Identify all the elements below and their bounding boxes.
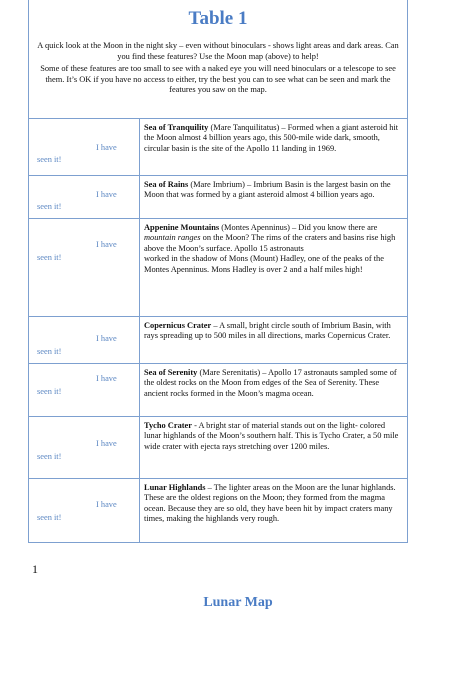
table-row	[29, 417, 407, 479]
seen-it-label: seen it!	[37, 155, 62, 164]
feature-text: – A small, bright circle south of Imbrium Basin, with rays spreading up to 500 miles in all directions, marks Copernicus Crater.	[144, 321, 391, 341]
table-row	[29, 479, 407, 542]
page-title: Table 1	[188, 8, 248, 29]
feature-description	[140, 219, 407, 316]
intro-paragraph-1: A quick look at the Moon in the night sky – even without binoculars - shows light areas and dark areas. Can you find these features? Use the Moon map (above) to help!	[37, 41, 399, 61]
feature-text-2: on the Moon? The rims of the craters and basins rise high above the Moon’s surface. Apollo 15 astronauts	[144, 233, 396, 253]
intro-text	[35, 41, 401, 98]
i-have-label: I have	[96, 500, 117, 509]
feature-description	[140, 317, 407, 363]
feature-text-3: worked in the shadow of Mons (Mount) Hadley, one of the peaks of the Montes Apenninus. Mons Hadley is over 2 and a half miles high!	[144, 254, 384, 274]
table-row	[29, 176, 407, 219]
checkbox-cell[interactable]	[29, 479, 140, 542]
table-row	[29, 364, 407, 417]
checkbox-cell[interactable]	[29, 417, 140, 478]
seen-it-label: seen it!	[37, 202, 62, 211]
i-have-label: I have	[96, 374, 117, 383]
seen-it-label: seen it!	[37, 452, 62, 461]
checkbox-cell[interactable]	[29, 119, 140, 175]
feature-description	[140, 417, 407, 478]
i-have-label: I have	[96, 190, 117, 199]
feature-text: (Mare Serenitatis) – Apollo 17 astronauts sampled some of the oldest rocks on the Moon from edges of the Sea of Serenity. These ancient rocks formed in the Moon’s magma ocean.	[144, 368, 397, 398]
checkbox-cell[interactable]	[29, 176, 140, 218]
seen-it-label: seen it!	[37, 513, 62, 522]
feature-name: Appenine Mountains	[144, 223, 220, 232]
feature-text: (Mare Tanquilitatus) – Formed when a giant asteroid hit the Moon almost 4 billion years ago, this 500-mile wide dark, smooth, circular basin is the site of the Apollo 11 landing in 1969.	[144, 123, 399, 153]
feature-description	[140, 119, 407, 175]
checkbox-cell[interactable]	[29, 364, 140, 416]
table-row	[29, 119, 407, 176]
feature-name: Sea of Tranquility	[144, 123, 209, 132]
table-row	[29, 317, 407, 364]
feature-name: Sea of Serenity	[144, 368, 198, 377]
i-have-label: I have	[96, 439, 117, 448]
feature-text: (Mare Imbrium) – Imbrium Basin is the largest basin on the Moon that was formed by a giant asteroid almost 4 billion years ago.	[144, 180, 391, 200]
section-heading: Lunar Map	[203, 595, 273, 610]
feature-description	[140, 479, 407, 542]
features-table	[29, 118, 407, 542]
seen-it-label: seen it!	[37, 253, 62, 262]
feature-name: Sea of Rains	[144, 180, 189, 189]
feature-text: (Montes Apenninus) – Did you know there are	[221, 223, 378, 232]
checkbox-cell[interactable]	[29, 219, 140, 316]
checkbox-cell[interactable]	[29, 317, 140, 363]
feature-description	[140, 176, 407, 218]
table-frame	[28, 0, 408, 543]
table-row	[29, 219, 407, 317]
page-number: 1	[32, 562, 38, 576]
feature-text-italic: mountain ranges	[144, 233, 201, 243]
feature-name: Copernicus Crater	[144, 321, 212, 330]
seen-it-label: seen it!	[37, 347, 62, 356]
feature-text: - A bright star of material stands out on the light- colored lunar highlands of the Moon’s southern half. This is Tycho Crater, a 50 mile wide crater with ejecta rays stretching over 1200 miles.	[144, 421, 399, 451]
seen-it-label: seen it!	[37, 387, 62, 396]
feature-description	[140, 364, 407, 416]
feature-text: – The lighter areas on the Moon are the lunar highlands. These are the oldest regions on the Moon; they formed from the magma ocean. Because they are so old, they have been hit by impact craters many times, making the highlands very rough.	[144, 483, 396, 524]
intro-paragraph-2: Some of these features are too small to see with a naked eye you will need binoculars or a telescope to see them. It’s OK if you have no access to either, try the best you can to see what can be seen and mark the features you saw on the map.	[40, 64, 396, 94]
i-have-label: I have	[96, 240, 117, 249]
i-have-label: I have	[96, 334, 117, 343]
feature-name: Tycho Crater	[144, 421, 192, 430]
feature-name: Lunar Highlands	[144, 483, 206, 492]
i-have-label: I have	[96, 143, 117, 152]
